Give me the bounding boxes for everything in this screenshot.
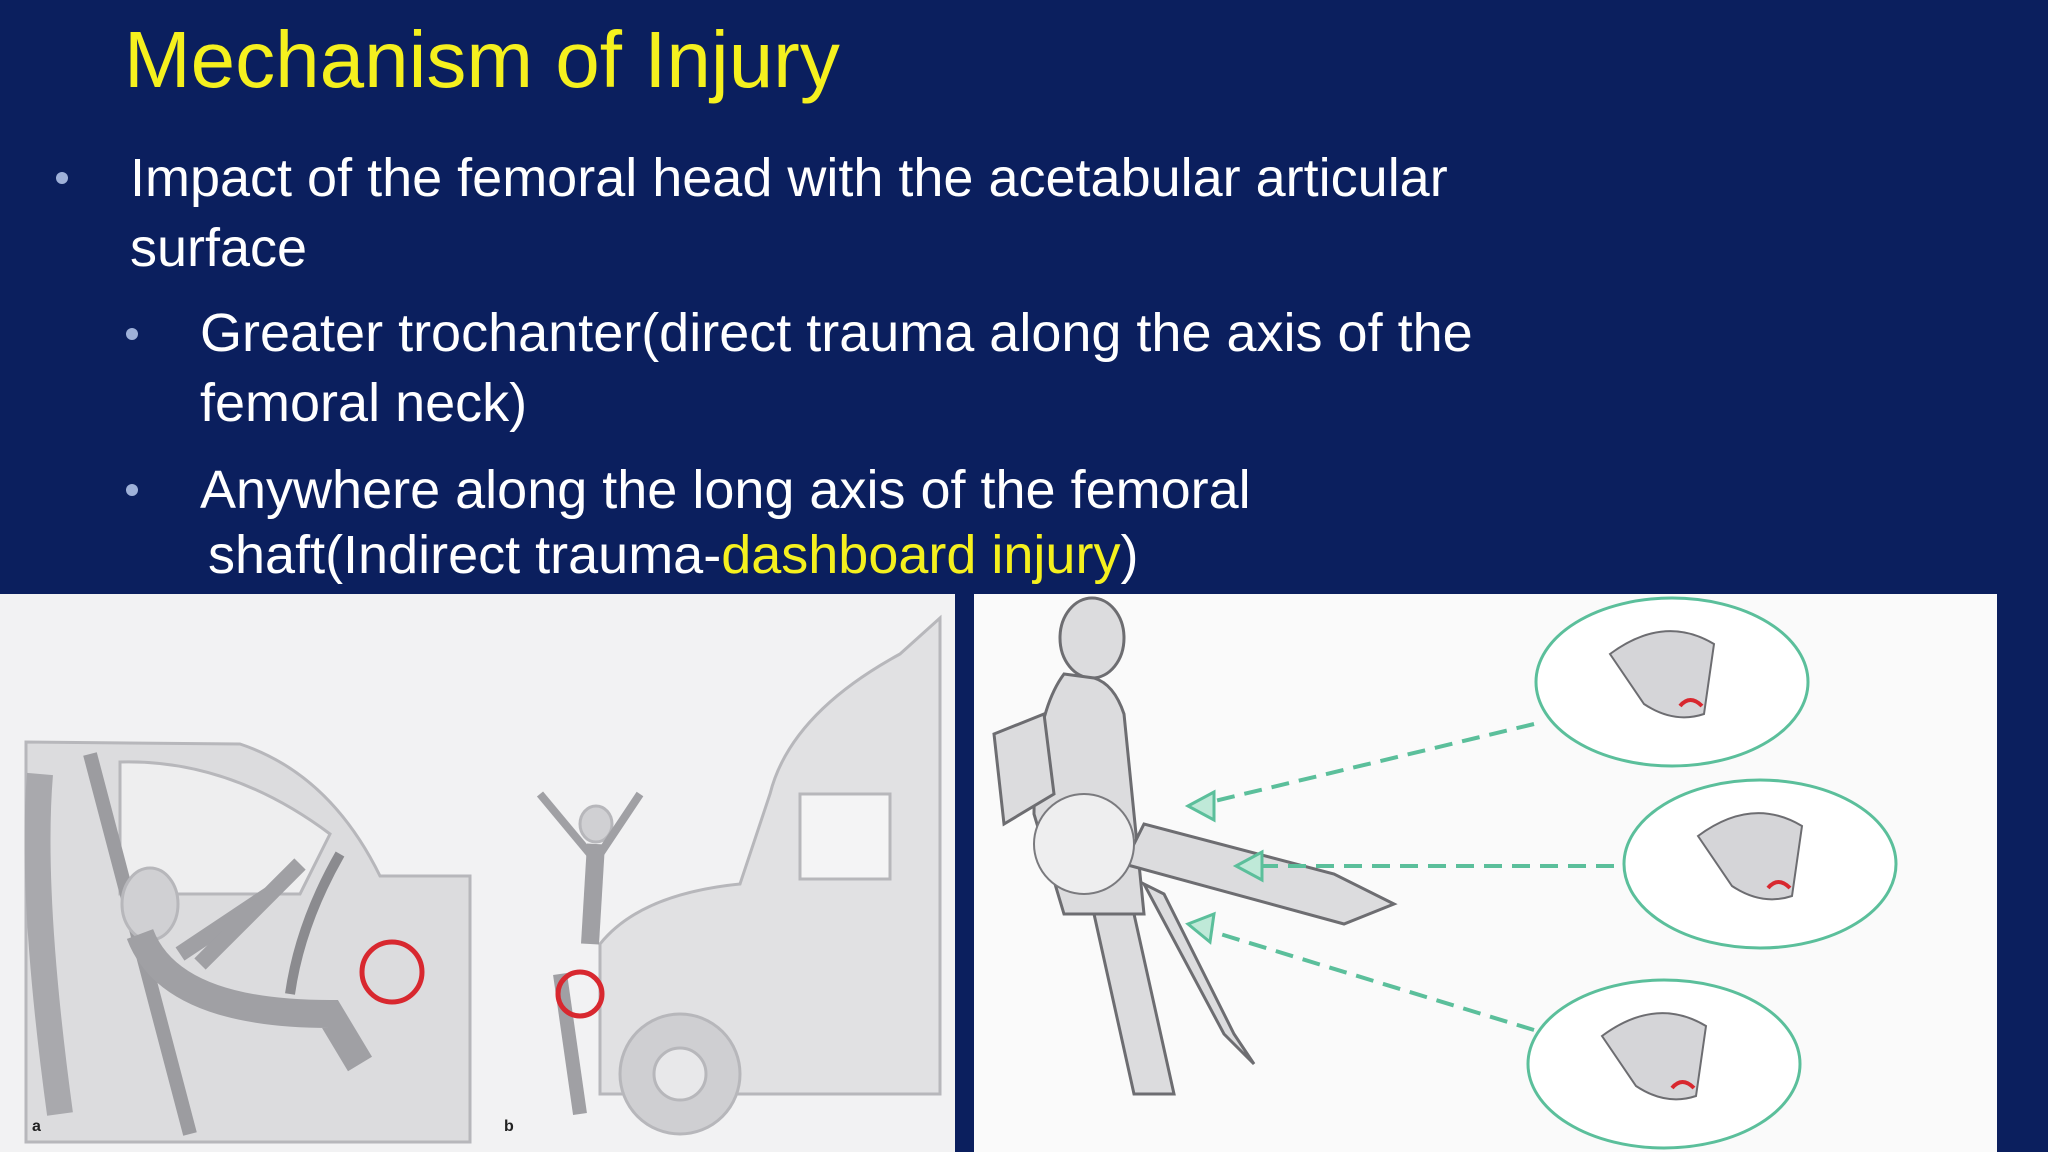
bullet-1-line-2: surface bbox=[130, 218, 308, 278]
impact-illustration-panel bbox=[0, 594, 955, 1152]
figure-label-a: a bbox=[32, 1118, 41, 1135]
bullet-2-line-1: Greater trochanter(direct trauma along the axis of the bbox=[200, 303, 1473, 363]
bullet-dot bbox=[56, 172, 68, 184]
bullet-3-text-prefix: shaft(Indirect trauma- bbox=[208, 525, 722, 585]
figure-label-b: b bbox=[504, 1118, 514, 1135]
bullet-3-line-1: Anywhere along the long axis of the femoral bbox=[200, 460, 1251, 520]
bullet-dot bbox=[126, 484, 138, 496]
dashboard-injury-highlight: dashboard injury bbox=[721, 525, 1121, 585]
acetabulum-views bbox=[1528, 598, 1896, 1148]
pelvis-icon bbox=[1034, 794, 1134, 894]
force-vector-illustration-panel bbox=[974, 594, 1997, 1152]
bullet-dot bbox=[126, 328, 138, 340]
truck-pedestrian-figure bbox=[540, 618, 940, 1134]
force-vector-illustration bbox=[974, 594, 1997, 1152]
bullet-3-line-2 bbox=[208, 520, 1138, 590]
bullet-2-line-2: femoral neck) bbox=[200, 373, 528, 433]
bullet-1-line-1: Impact of the femoral head with the acetabular articular bbox=[130, 148, 1448, 208]
impact-illustration bbox=[0, 594, 955, 1152]
slide-title: Mechanism of Injury bbox=[124, 15, 840, 104]
bullet-3-text-suffix: ) bbox=[1120, 525, 1139, 585]
